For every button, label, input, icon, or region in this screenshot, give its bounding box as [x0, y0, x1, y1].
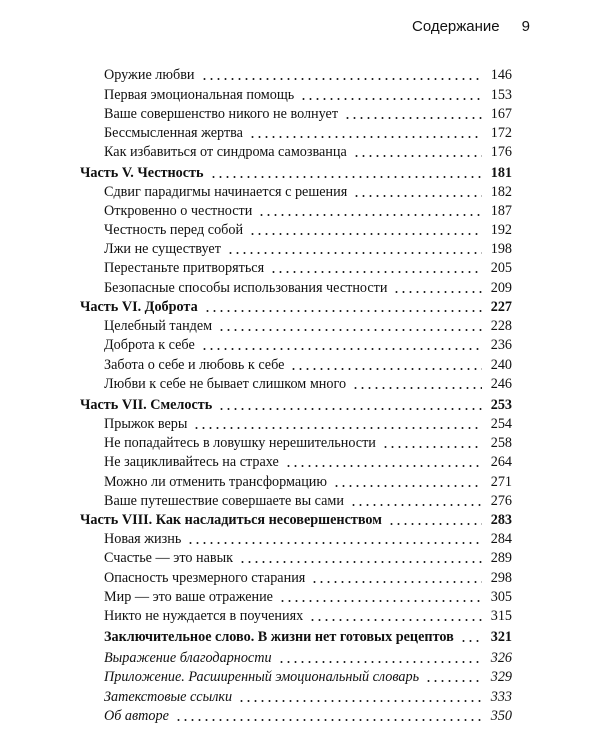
toc-part-entry [80, 511, 512, 529]
toc-entry [104, 415, 512, 433]
running-header [412, 18, 530, 35]
dot-leader [218, 408, 482, 410]
toc-entry-title: Безопасные способы использования честности [104, 280, 388, 296]
dot-leader [238, 700, 482, 702]
toc-part-entry [80, 298, 512, 316]
toc-entry [104, 569, 512, 587]
toc-entry [104, 143, 512, 161]
toc-entry-title: Любви к себе не бывает слишком много [104, 376, 347, 392]
dot-leader [210, 176, 482, 178]
dot-leader [388, 523, 482, 525]
toc-entry [104, 221, 512, 239]
toc-entry-page: 181 [490, 165, 512, 181]
toc-entry-title: Не попадайтесь в ловушку нерешительности [104, 435, 376, 451]
toc-entry [104, 549, 512, 567]
toc-entry [104, 86, 512, 104]
toc-entry [104, 124, 512, 142]
toc-entry-title: Счастье — это навык [104, 550, 234, 566]
toc-entry-page: 167 [490, 106, 512, 122]
toc-entry-title: Заключительное слово. В жизни нет готовых рецептов [104, 629, 454, 645]
toc-entry-page: 227 [490, 299, 512, 315]
dot-leader [425, 680, 482, 682]
toc-entry [104, 434, 512, 452]
dot-leader [353, 155, 482, 157]
toc-entry-title: Бессмысленная жертва [104, 125, 243, 141]
toc-entry-page: 264 [490, 454, 512, 470]
toc-entry-page: 182 [490, 184, 512, 200]
dot-leader [204, 310, 482, 312]
dot-leader [227, 252, 482, 254]
toc-entry-title: Приложение. Расширенный эмоциональный словарь [104, 669, 420, 685]
dot-leader [352, 387, 482, 389]
toc-entry-page: 350 [490, 708, 512, 724]
dot-leader [353, 195, 482, 197]
toc-entry-page: 146 [490, 67, 512, 83]
toc-part-entry [80, 164, 512, 182]
toc-entry [104, 317, 512, 335]
toc-entry [104, 259, 512, 277]
toc-entry-page: 298 [490, 570, 512, 586]
toc-entry-page: 240 [490, 357, 512, 373]
toc-entry [104, 375, 512, 393]
toc-entry-title: Часть V. Честность [80, 165, 204, 181]
dot-leader [239, 561, 482, 563]
header-title: Содержание [411, 18, 500, 35]
toc-entry-title: Целебный тандем [104, 318, 213, 334]
toc-entry-page: 176 [490, 144, 512, 160]
toc-entry [104, 240, 512, 258]
toc-entry [104, 628, 512, 646]
dot-leader [300, 98, 482, 100]
toc-entry [104, 105, 512, 123]
toc-entry-title: Лжи не существует [104, 241, 221, 257]
toc-entry-title: Часть VI. Доброта [80, 299, 198, 315]
toc-entry [104, 279, 512, 297]
dot-leader [270, 271, 482, 273]
toc-entry-title: Часть VII. Смелость [80, 397, 213, 413]
toc-entry [104, 530, 512, 548]
dot-leader [249, 136, 482, 138]
toc-entry [104, 588, 512, 606]
dot-leader [393, 291, 482, 293]
toc-entry-title: Ваше путешествие совершаете вы сами [104, 493, 344, 509]
toc-entry-title: Можно ли отменить трансформацию [104, 474, 327, 490]
toc-entry-title: Выражение благодарности [104, 650, 272, 666]
header-page-number: 9 [521, 18, 530, 35]
toc-entry-page: 329 [490, 669, 512, 685]
toc-entry-title: Забота о себе и любовь к себе [104, 357, 285, 373]
toc-entry-title: Честность перед собой [104, 222, 244, 238]
toc-entry [104, 66, 512, 84]
toc-entry-title: Затекстовые ссылки [104, 689, 233, 705]
toc-part-entry [80, 396, 512, 414]
toc-entry-page: 315 [490, 608, 512, 624]
toc-entry [104, 473, 512, 491]
toc-entry [104, 183, 512, 201]
dot-leader [285, 465, 482, 467]
toc-entry-title: Ваше совершенство никого не волнует [104, 106, 339, 122]
dot-leader [218, 329, 482, 331]
dot-leader [333, 485, 482, 487]
toc-entry-page: 236 [490, 337, 512, 353]
toc-entry-title: Первая эмоциональная помощь [104, 87, 295, 103]
toc-entry-page: 172 [490, 125, 512, 141]
toc-entry-page: 205 [490, 260, 512, 276]
toc-entry-page: 153 [490, 87, 512, 103]
toc-entry-page: 271 [490, 474, 512, 490]
toc-entry-title: Не зацикливайтесь на страхе [104, 454, 279, 470]
toc-entry-page: 192 [490, 222, 512, 238]
toc-entry-page: 283 [490, 512, 512, 528]
dot-leader [311, 581, 482, 583]
toc-entry-page: 289 [490, 550, 512, 566]
dot-leader [382, 446, 482, 448]
toc-entry [104, 707, 512, 725]
toc-entry-title: Новая жизнь [104, 531, 182, 547]
toc-entry-title: Оружие любви [104, 67, 195, 83]
toc-entry-title: Часть VIII. Как насладиться несовершенством [80, 512, 382, 528]
dot-leader [249, 233, 482, 235]
toc-entry-page: 198 [490, 241, 512, 257]
toc-entry-page: 321 [490, 629, 512, 645]
toc-entry-title: Сдвиг парадигмы начинается с решения [104, 184, 348, 200]
dot-leader [278, 661, 482, 663]
toc-entry-page: 333 [490, 689, 512, 705]
toc-entry-page: 284 [490, 531, 512, 547]
toc-entry-page: 228 [490, 318, 512, 334]
toc-entry-title: Мир — это ваше отражение [104, 589, 273, 605]
toc-entry-page: 253 [490, 397, 512, 413]
dot-leader [279, 600, 482, 602]
toc-entry-title: Доброта к себе [104, 337, 195, 353]
toc-entry [104, 453, 512, 471]
toc-entry-title: Опасность чрезмерного старания [104, 570, 306, 586]
toc-entry-page: 305 [490, 589, 512, 605]
toc-entry [104, 356, 512, 374]
dot-leader [350, 504, 482, 506]
dot-leader [201, 78, 483, 80]
toc-entry-title: Откровенно о честности [104, 203, 253, 219]
toc-entry-page: 246 [490, 376, 512, 392]
dot-leader [258, 214, 482, 216]
toc-entry-page: 326 [490, 650, 512, 666]
toc-entry [104, 202, 512, 220]
dot-leader [309, 619, 482, 621]
dot-leader [175, 719, 482, 721]
toc-entry-title: Об авторе [104, 708, 169, 724]
dot-leader [344, 117, 482, 119]
dot-leader [460, 640, 482, 642]
toc-entry [104, 336, 512, 354]
dot-leader [201, 348, 482, 350]
toc-entry [104, 688, 512, 706]
toc-entry-title: Прыжок веры [104, 416, 188, 432]
toc-entry-page: 254 [490, 416, 512, 432]
toc-entry-page: 276 [490, 493, 512, 509]
toc-entry-page: 258 [490, 435, 512, 451]
toc-entry [104, 607, 512, 625]
dot-leader [290, 368, 482, 370]
toc-entry-title: Перестаньте притворяться [104, 260, 265, 276]
toc-entry-title: Никто не нуждается в поучениях [104, 608, 304, 624]
toc-entry [104, 668, 512, 686]
dot-leader [187, 542, 482, 544]
toc-entry [104, 492, 512, 510]
toc-entry-title: Как избавиться от синдрома самозванца [104, 144, 347, 160]
toc-entry-page: 187 [490, 203, 512, 219]
toc-entry [104, 649, 512, 667]
toc-entry-page: 209 [490, 280, 512, 296]
dot-leader [193, 427, 482, 429]
